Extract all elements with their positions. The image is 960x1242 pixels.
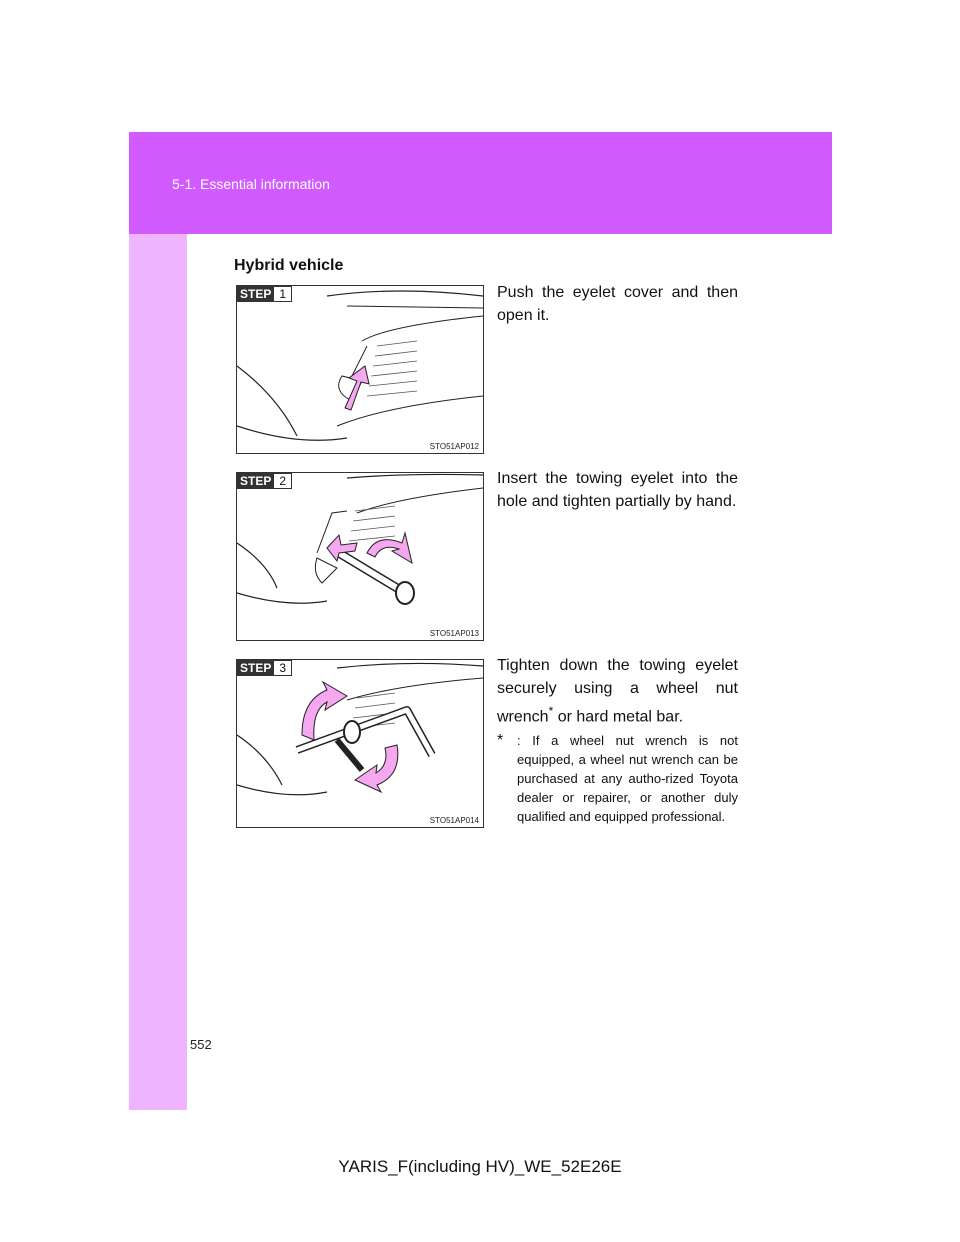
step-word: STEP bbox=[237, 660, 274, 676]
figure-code: STO51AP014 bbox=[429, 816, 479, 825]
step-3-text-before: Tighten down the towing eyelet securely using a wheel nut wrench bbox=[497, 657, 738, 726]
step-badge-3 bbox=[237, 660, 292, 676]
step-badge-1 bbox=[237, 286, 292, 302]
subheading: Hybrid vehicle bbox=[234, 257, 344, 274]
figure-code: STO51AP012 bbox=[429, 442, 479, 451]
footer-document-id: YARIS_F(including HV)_WE_52E26E bbox=[338, 1157, 622, 1176]
step-1-text: Push the eyelet cover and then open it. bbox=[497, 284, 738, 324]
curved-arrow-icon bbox=[237, 473, 483, 640]
figure-step-2 bbox=[236, 472, 484, 641]
step-3-text bbox=[497, 654, 738, 728]
footnote bbox=[497, 731, 738, 826]
figure-step-1 bbox=[236, 285, 484, 454]
figure-step-3 bbox=[236, 659, 484, 828]
step-number: 3 bbox=[274, 660, 292, 676]
step-number: 2 bbox=[274, 473, 292, 489]
step-2-text: Insert the towing eyelet into the hole and tighten partially by hand. bbox=[497, 470, 738, 510]
step-word: STEP bbox=[237, 286, 274, 302]
page-number: 552 bbox=[190, 1037, 212, 1052]
curved-arrow-icon bbox=[237, 286, 483, 453]
curved-arrow-icon bbox=[237, 660, 483, 827]
side-band bbox=[129, 234, 187, 1110]
step-word: STEP bbox=[237, 473, 274, 489]
step-number: 1 bbox=[274, 286, 292, 302]
figure-code: STO51AP013 bbox=[429, 629, 479, 638]
footnote-marker: * bbox=[548, 704, 554, 718]
step-3-text-after: or hard metal bar. bbox=[553, 708, 684, 726]
step-badge-2 bbox=[237, 473, 292, 489]
footnote-text: : If a wheel nut wrench is not equipped, a wheel nut wrench can be purchased at any autho-rized Toyota dealer or repairer, or another duly qualified and equipped professional. bbox=[517, 733, 738, 824]
footnote-marker: * bbox=[497, 732, 504, 749]
section-title: 5-1. Essential information bbox=[172, 176, 330, 192]
